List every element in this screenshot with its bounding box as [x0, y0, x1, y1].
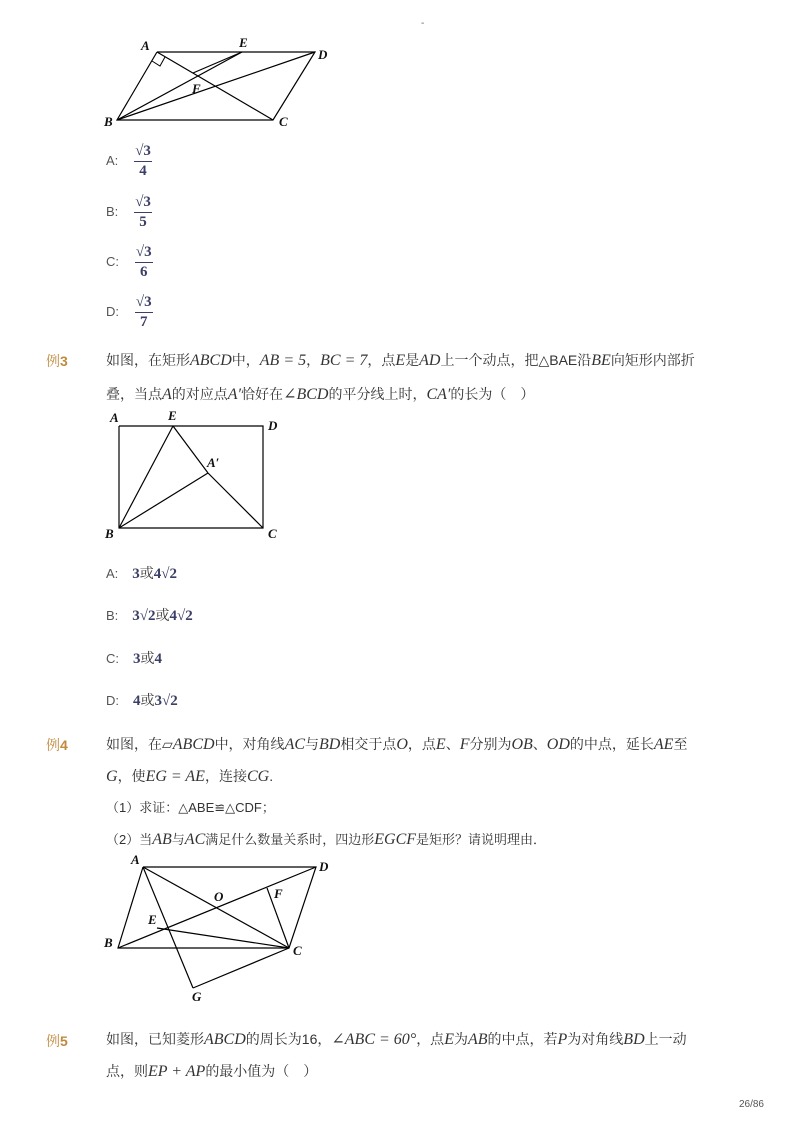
- fraction-numerator: √3: [135, 244, 153, 263]
- prev-option-c[interactable]: [106, 244, 153, 281]
- fig1-label-b: B: [104, 114, 113, 129]
- ex3-option-a[interactable]: A: 3或4√2: [106, 565, 178, 582]
- example-4-line-1: 如图，在▱ABCD中，对角线AC与BD相交于点O，点E、F分别为OB、OD的中点，延长AE至: [106, 736, 688, 753]
- fraction-denominator: 7: [140, 314, 148, 330]
- fig1-label-e: E: [239, 36, 248, 50]
- ex3-option-d[interactable]: D: 4或3√2: [106, 692, 178, 709]
- fraction-numerator: √3: [134, 194, 152, 213]
- prev-option-d[interactable]: [106, 294, 153, 331]
- example-5-line-1: 如图，已知菱形ABCD的周长为16，∠ABC = 60°，点E为AB的中点，若P为对角线BD上一动: [106, 1031, 687, 1048]
- page-number: 26/86: [738, 1099, 764, 1110]
- example-3-line-1: 如图，在矩形ABCD中，AB = 5，BC = 7，点E是AD上一个动点，把△BAE沿BE向矩形内部折: [106, 352, 695, 369]
- option-key: C:: [106, 651, 119, 666]
- fig2-label-e: E: [168, 408, 177, 423]
- ex3-option-c[interactable]: C: 3或4: [106, 650, 162, 667]
- fig1-label-c: C: [279, 114, 288, 129]
- fig1-label-d: D: [318, 47, 328, 62]
- fig1-label-a: A: [141, 38, 150, 53]
- fig3-label-o: O: [214, 889, 224, 904]
- example-5-line-2: 点，则EP + AP的最小值为（ ）: [106, 1063, 318, 1080]
- fraction-numerator: √3: [135, 294, 153, 313]
- prev-option-b[interactable]: [106, 194, 152, 231]
- fig2-label-a-prime: A′: [207, 455, 220, 470]
- fig3-label-c: C: [293, 943, 302, 958]
- option-key: D:: [106, 693, 119, 708]
- option-key: B:: [106, 608, 119, 623]
- fraction-denominator: 4: [139, 163, 147, 179]
- fig1-label-f: F: [192, 81, 201, 96]
- figure-parallelogram-ex4: [100, 852, 340, 1008]
- header-mark: -: [421, 18, 425, 29]
- fig3-label-b: B: [104, 935, 113, 950]
- fig2-label-c: C: [268, 526, 277, 541]
- fraction-numerator: √3: [134, 143, 152, 162]
- fraction-denominator: 6: [140, 264, 148, 280]
- fraction-denominator: 5: [139, 214, 147, 230]
- option-key: B:: [106, 204, 119, 220]
- figure-parallelogram-1: [100, 36, 340, 132]
- fig2-label-a: A: [110, 410, 119, 425]
- fig3-label-d: D: [319, 859, 329, 874]
- fig3-label-e: E: [148, 912, 157, 927]
- example-4-line-2: G，使EG = AE，连接CG.: [106, 768, 274, 785]
- option-key: A:: [106, 153, 119, 169]
- fig3-label-g: G: [192, 989, 202, 1004]
- fig3-label-f: F: [274, 886, 283, 901]
- fig2-label-d: D: [268, 418, 278, 433]
- example-4-question-2: （2）当AB与AC满足什么数量关系时，四边形EGCF是矩形？请说明理由．: [106, 831, 547, 848]
- option-key: D:: [106, 304, 119, 320]
- ex3-option-b[interactable]: B: 3√2或4√2: [106, 607, 193, 624]
- example-4-question-1: （1）求证：△ABE≌△CDF；: [106, 800, 275, 815]
- fig3-label-a: A: [131, 852, 140, 867]
- prev-option-a[interactable]: [106, 143, 152, 180]
- example-5-tag: 例5: [46, 1033, 68, 1049]
- example-3-tag: 例3: [46, 353, 68, 369]
- figure-rectangle-ex3: [100, 406, 300, 542]
- example-4-tag: 例4: [46, 737, 68, 753]
- option-key: A:: [106, 566, 119, 581]
- example-3-line-2: 叠，当点A的对应点A′恰好在∠BCD的平分线上时，CA′的长为（ ）: [106, 386, 535, 403]
- fig2-label-b: B: [105, 526, 114, 541]
- option-key: C:: [106, 254, 119, 270]
